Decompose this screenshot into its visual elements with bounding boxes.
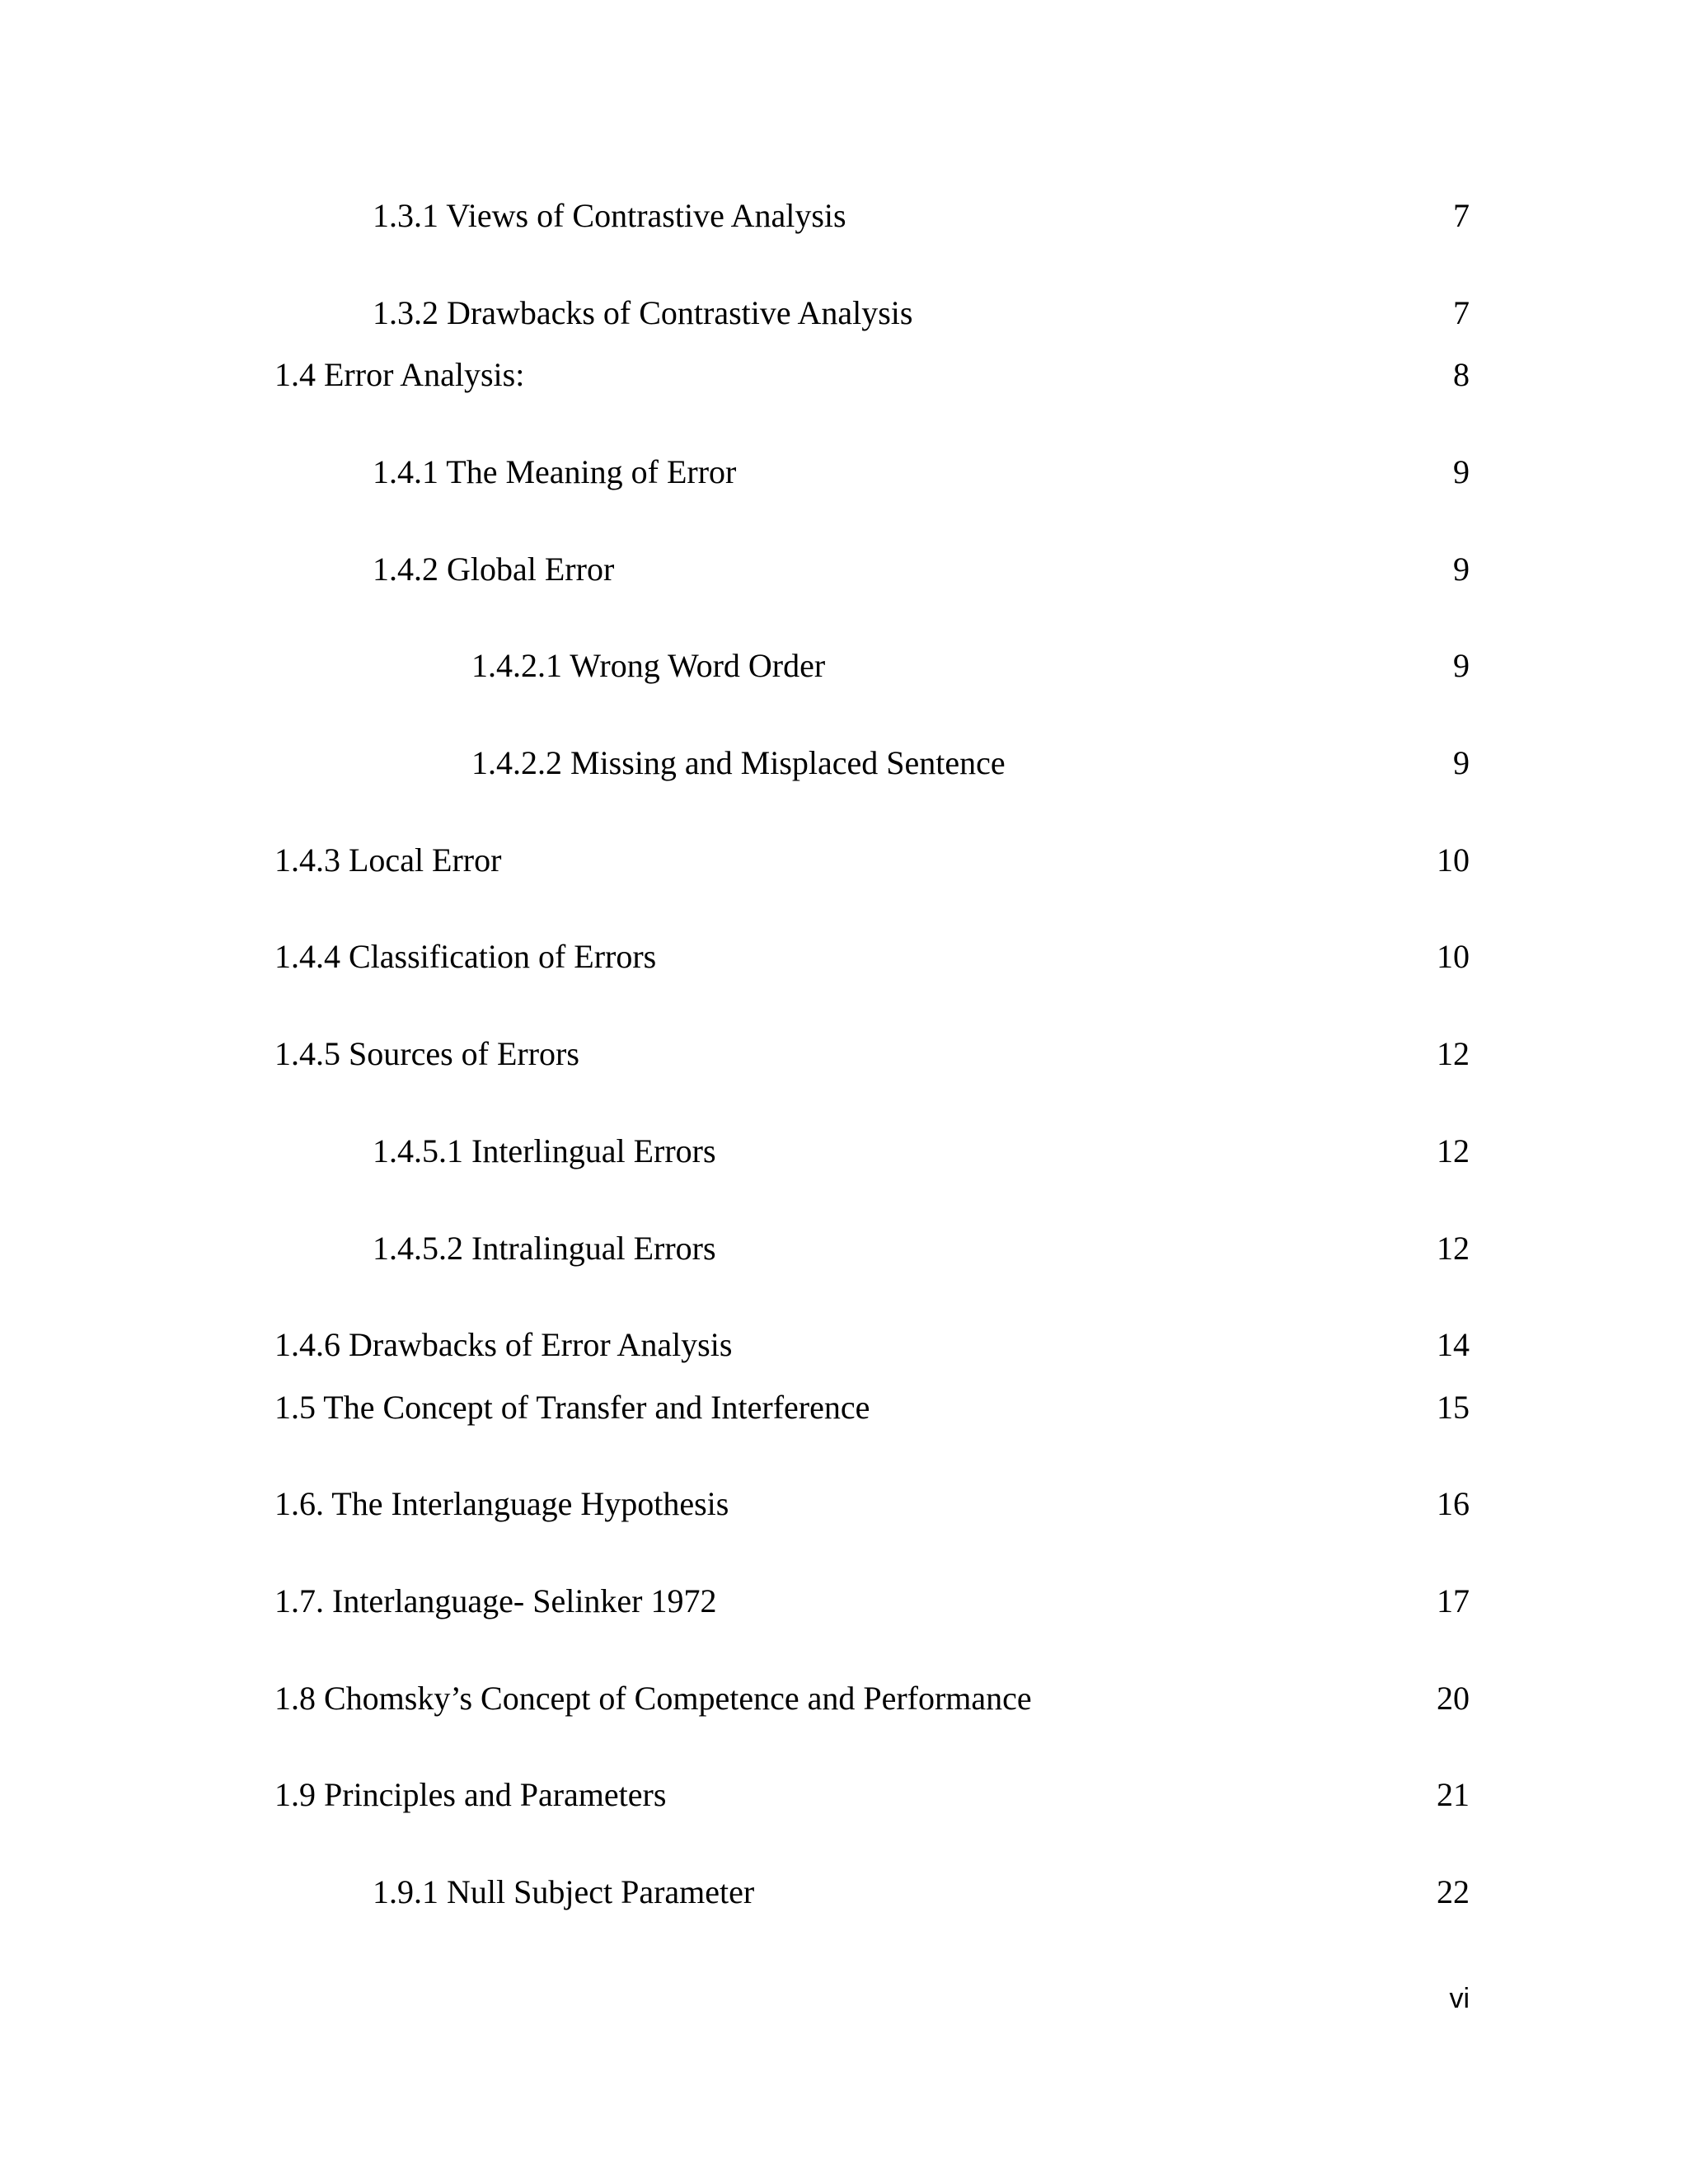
toc-entry <box>0 1127 1688 1176</box>
toc-entry-title: 1.4 Error Analysis: <box>274 356 525 393</box>
toc-entry-title: 1.4.5 Sources of Errors <box>274 1035 579 1072</box>
toc-entry-page-number: 8 <box>1453 356 1470 393</box>
toc-entry <box>0 448 1688 497</box>
toc-entry-title: 1.3.1 Views of Contrastive Analysis <box>373 197 846 234</box>
toc-entry <box>0 350 1688 400</box>
toc-entry-page-number: 15 <box>1437 1389 1470 1426</box>
toc-entry-title: 1.4.2.1 Wrong Word Order <box>471 647 826 684</box>
toc-entry <box>0 738 1688 788</box>
toc-entry-page-number: 9 <box>1453 453 1470 490</box>
toc-entry <box>0 836 1688 885</box>
toc-entry-title: 1.4.5.1 Interlingual Errors <box>373 1132 716 1169</box>
toc-entry-page-number: 12 <box>1437 1230 1470 1267</box>
toc-entry-title: 1.8 Chomsky’s Concept of Competence and Performance <box>274 1680 1032 1717</box>
toc-entry <box>0 932 1688 982</box>
toc-entry-page-number: 7 <box>1453 294 1470 331</box>
toc-entry <box>0 1770 1688 1820</box>
toc-entry <box>0 1479 1688 1529</box>
toc-entry <box>0 1674 1688 1723</box>
toc-entry-page-number: 12 <box>1437 1132 1470 1169</box>
toc-entry <box>0 1029 1688 1079</box>
toc-entry-page-number: 12 <box>1437 1035 1470 1072</box>
toc-entry-page-number: 9 <box>1453 744 1470 781</box>
toc-entry-title: 1.6. The Interlanguage Hypothesis <box>274 1485 729 1522</box>
toc-entry-title: 1.4.5.2 Intralingual Errors <box>373 1230 716 1267</box>
toc-entry-page-number: 17 <box>1437 1582 1470 1619</box>
toc-entry-title: 1.4.6 Drawbacks of Error Analysis <box>274 1326 733 1363</box>
toc-entry <box>0 288 1688 338</box>
toc-entry-title: 1.5 The Concept of Transfer and Interference <box>274 1389 870 1426</box>
toc-entry <box>0 545 1688 594</box>
toc-entry-page-number: 7 <box>1453 197 1470 234</box>
toc-entry <box>0 1868 1688 1917</box>
toc-entry <box>0 1577 1688 1626</box>
toc-entry <box>0 1320 1688 1370</box>
toc-entry-page-number: 9 <box>1453 551 1470 588</box>
toc-entry-page-number: 10 <box>1437 841 1470 879</box>
toc-entry <box>0 1224 1688 1273</box>
page-number-footer: vi <box>1449 1983 1470 2014</box>
toc-entry-title: 1.4.3 Local Error <box>274 841 502 879</box>
toc-entry <box>0 641 1688 691</box>
toc-entry-title: 1.3.2 Drawbacks of Contrastive Analysis <box>373 294 913 331</box>
toc-entry-page-number: 10 <box>1437 938 1470 975</box>
toc-entry-page-number: 20 <box>1437 1680 1470 1717</box>
toc-entry-title: 1.4.2 Global Error <box>373 551 615 588</box>
toc-entry-title: 1.4.4 Classification of Errors <box>274 938 657 975</box>
toc-entry-title: 1.9 Principles and Parameters <box>274 1776 667 1813</box>
toc-entry-page-number: 22 <box>1437 1873 1470 1910</box>
toc-entry-page-number: 16 <box>1437 1485 1470 1522</box>
toc-entry-title: 1.4.1 The Meaning of Error <box>373 453 737 490</box>
toc-entry-page-number: 14 <box>1437 1326 1470 1363</box>
toc-entry <box>0 1383 1688 1432</box>
toc-entry-title: 1.7. Interlanguage- Selinker 1972 <box>274 1582 717 1619</box>
toc-entry <box>0 191 1688 241</box>
toc-entry-page-number: 21 <box>1437 1776 1470 1813</box>
toc-entry-title: 1.9.1 Null Subject Parameter <box>373 1873 755 1910</box>
toc-entry-title: 1.4.2.2 Missing and Misplaced Sentence <box>471 744 1006 781</box>
toc-entry-page-number: 9 <box>1453 647 1470 684</box>
